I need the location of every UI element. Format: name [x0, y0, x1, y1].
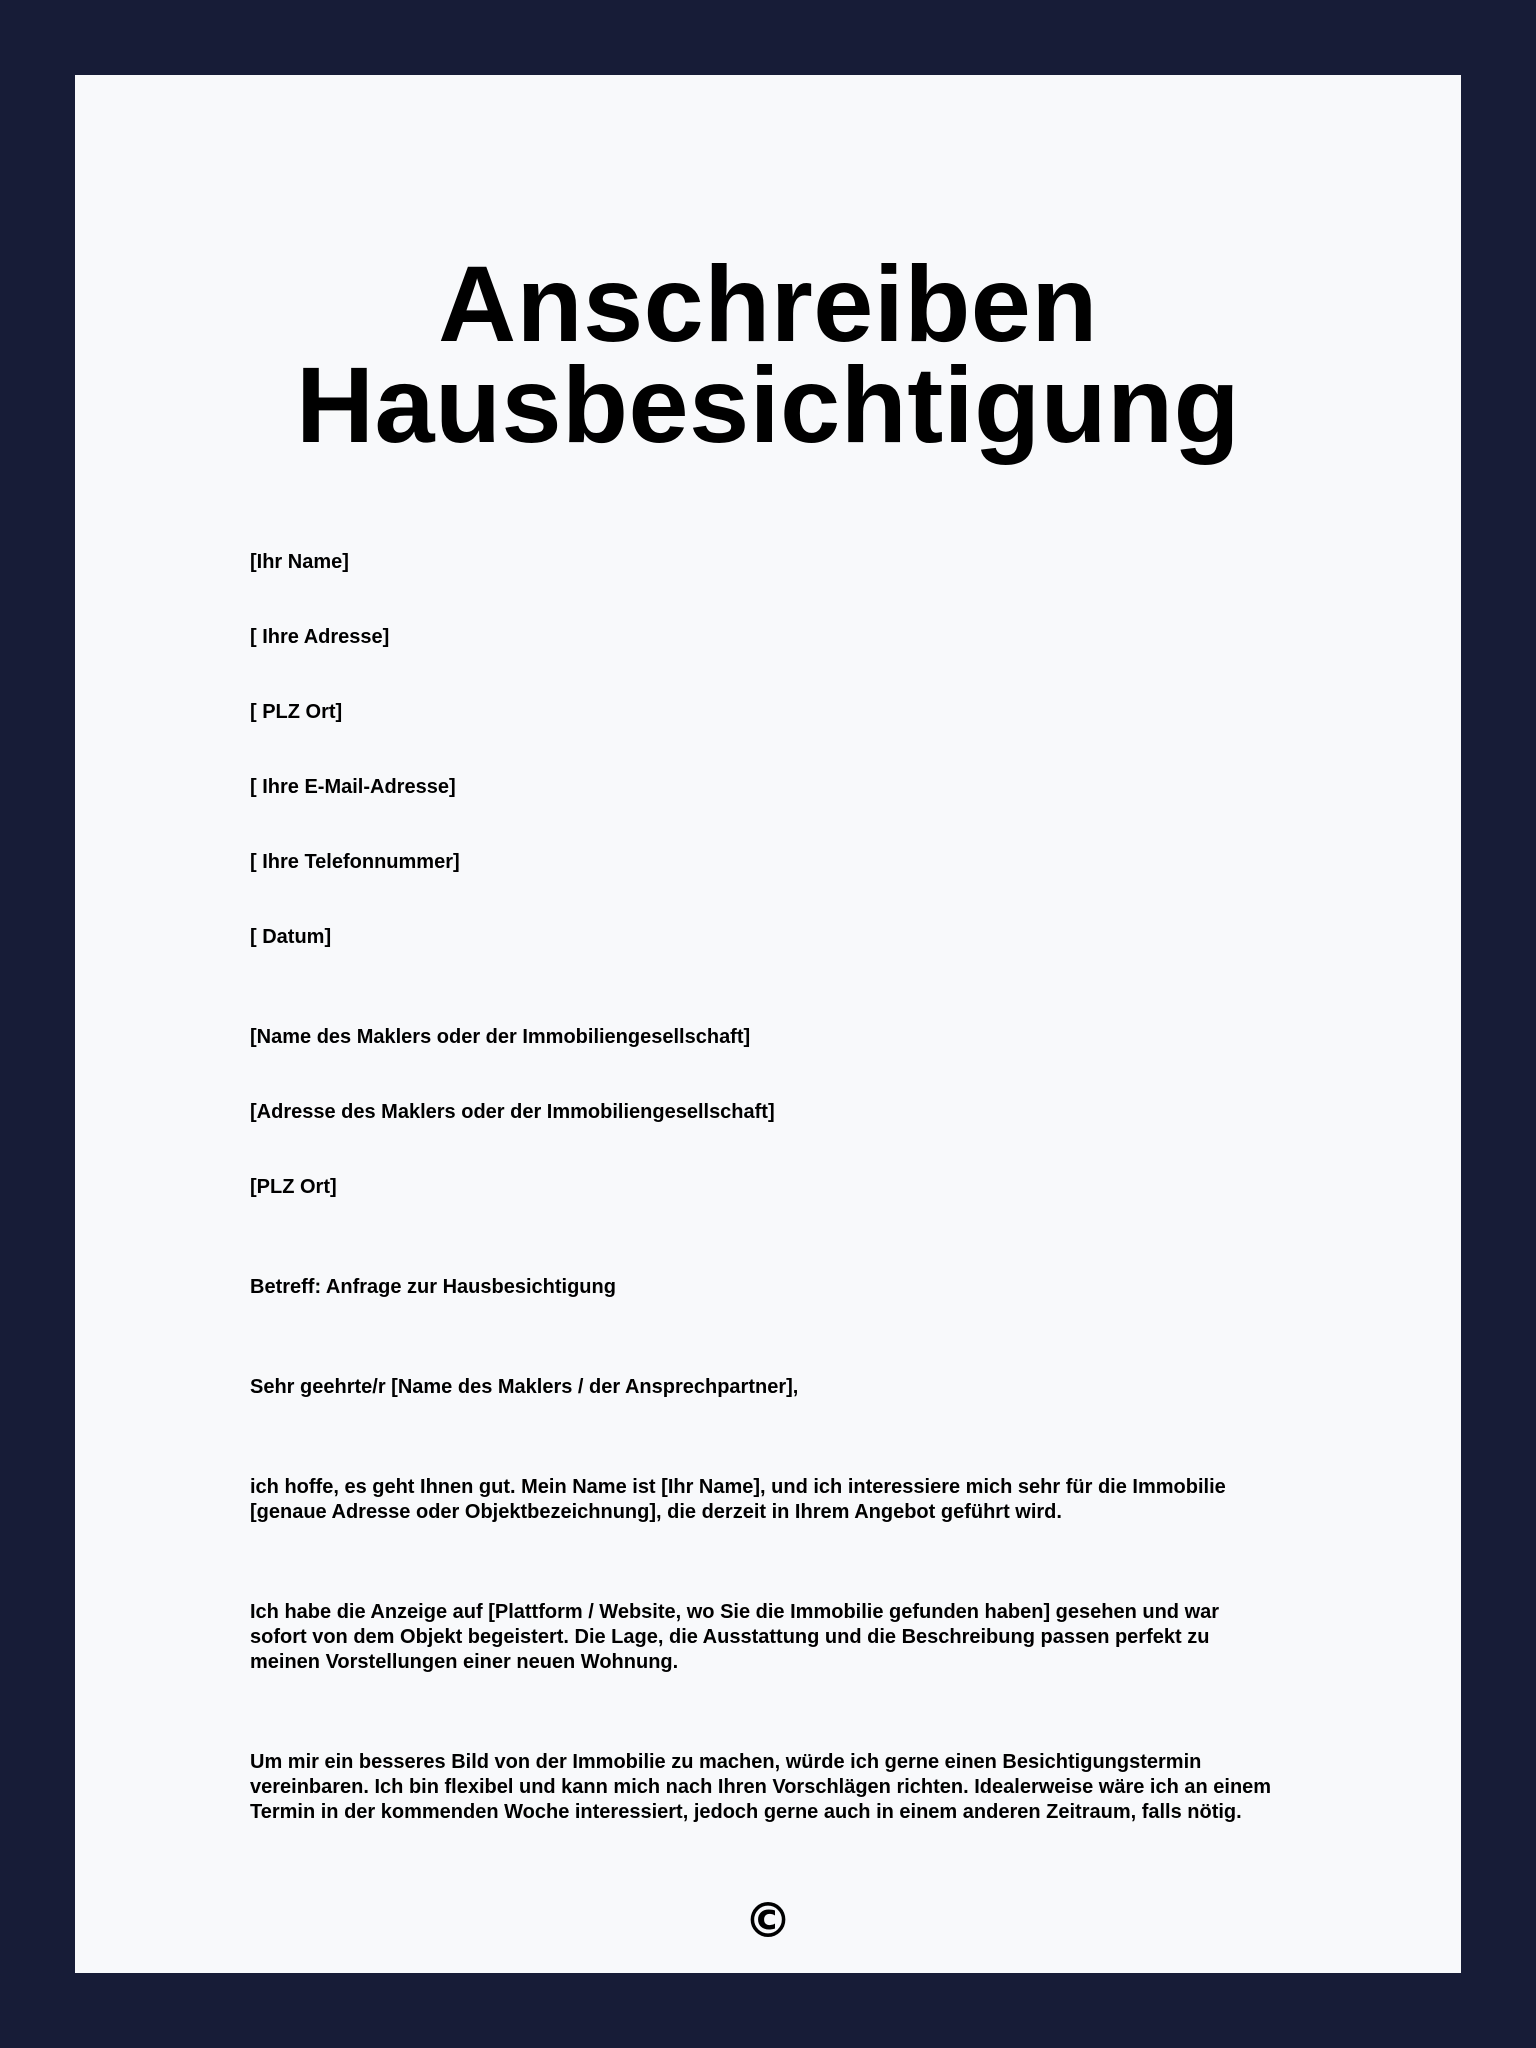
- recipient-name: [Name des Maklers oder der Immobiliengesellschaft]: [250, 1026, 751, 1048]
- paragraph-1: [250, 1475, 1350, 1525]
- paragraph-3-line-1: Um mir ein besseres Bild von der Immobilie zu machen, würde ich gerne einen Besichtigungstermin: [250, 1751, 1202, 1773]
- copyright-icon: ©: [744, 1893, 792, 1949]
- paragraph-2-line-2: sofort von dem Objekt begeistert. Die Lage, die Ausstattung und die Beschreibung passen perfekt zu: [250, 1626, 1210, 1648]
- sender-zip-city: [ PLZ Ort]: [250, 701, 343, 723]
- recipient-address: [Adresse des Maklers oder der Immobiliengesellschaft]: [250, 1101, 775, 1123]
- paragraph-2: [250, 1600, 1350, 1675]
- document-title: [75, 243, 1461, 465]
- paragraph-1-line-1: ich hoffe, es geht Ihnen gut. Mein Name ist [Ihr Name], und ich interessiere mich sehr für die Immobilie: [250, 1476, 1226, 1498]
- paragraph-2-line-1: Ich habe die Anzeige auf [Plattform / Website, wo Sie die Immobilie gefunden haben] gesehen und war: [250, 1601, 1220, 1623]
- title-line-1: Anschreiben: [438, 243, 1098, 364]
- letter-date: [ Datum]: [250, 926, 332, 948]
- sender-email: [ Ihre E-Mail-Adresse]: [250, 776, 456, 798]
- sender-phone: [ Ihre Telefonnummer]: [250, 851, 460, 873]
- paragraph-1-line-2: [genaue Adresse oder Objektbezeichnung], die derzeit in Ihrem Angebot geführt wird.: [250, 1501, 1062, 1523]
- recipient-zip-city: [PLZ Ort]: [250, 1176, 337, 1198]
- letter-subject: Betreff: Anfrage zur Hausbesichtigung: [250, 1276, 616, 1298]
- sender-address: [ Ihre Adresse]: [250, 626, 390, 648]
- paragraph-3: [250, 1750, 1350, 1825]
- title-line-2: Hausbesichtigung: [295, 344, 1241, 465]
- letter-salutation: Sehr geehrte/r [Name des Maklers / der Ansprechpartner],: [250, 1376, 799, 1398]
- paragraph-3-line-2: vereinbaren. Ich bin flexibel und kann mich nach Ihren Vorschlägen richten. Idealerweise wäre ich an einem: [250, 1776, 1272, 1798]
- paragraph-2-line-3: meinen Vorstellungen einer neuen Wohnung.: [250, 1651, 679, 1673]
- paragraph-3-line-3: Termin in der kommenden Woche interessiert, jedoch gerne auch in einem anderen Zeitraum, falls nötig.: [250, 1801, 1242, 1823]
- document-page: [75, 75, 1461, 1973]
- sender-name: [Ihr Name]: [250, 551, 349, 573]
